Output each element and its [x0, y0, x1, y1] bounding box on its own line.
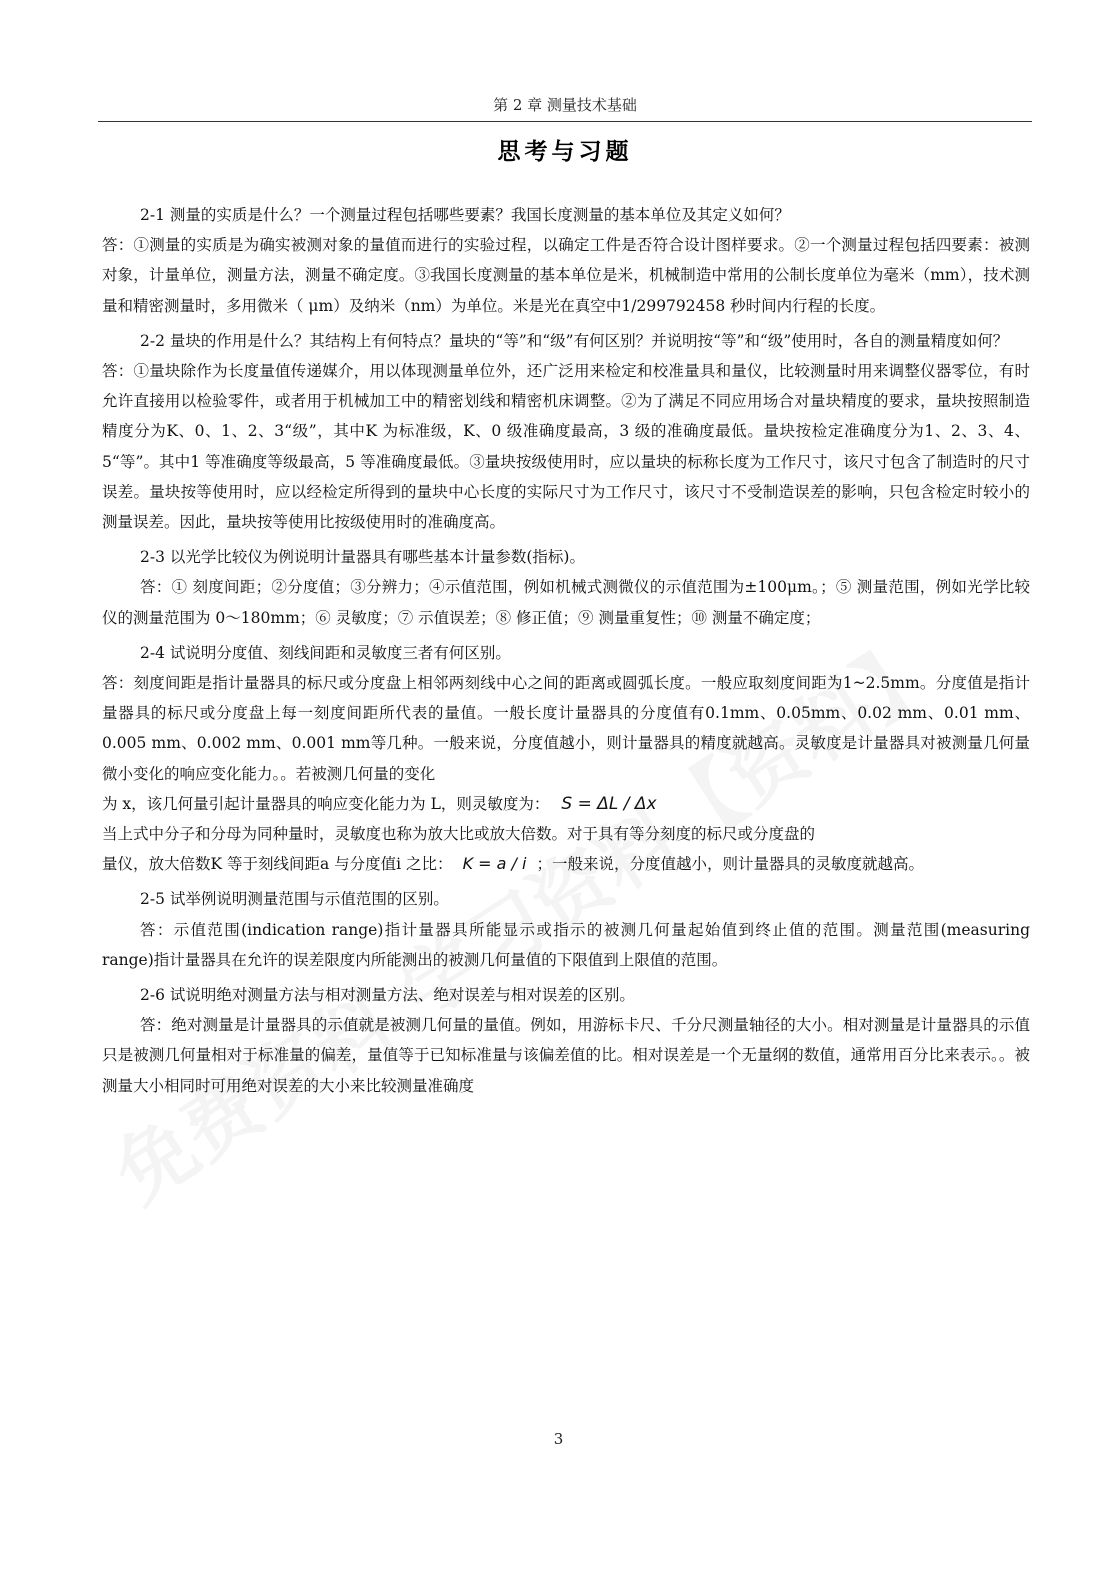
question-2-1-block: [102, 200, 1030, 321]
question-2-5: 2-5 试举例说明测量范围与示值范围的区别。: [140, 890, 449, 909]
answer-2-4-part2: [102, 789, 1030, 819]
answer-2-4-text5: ；一般来说，分度值越小，则计量器具的灵敏度就越高。: [536, 855, 924, 874]
answer-2-4-part4: [102, 849, 1030, 879]
header-rule: [98, 121, 1032, 122]
answer-2-4-part1: 答：刻度间距是指计量器具的标尺或分度盘上相邻两刻线中心之间的距离或圆弧长度。一般应取刻度间距为1~2.5mm。分度值是指计量器具的标尺或分度盘上每一刻度间距所代表的量值。一般长度计量器具的分度值有0.1mm、0.05mm、0.02 mm、0.01 mm、0.005 mm、0.002 mm、0.001 mm等几种。一般来说，分度值越小，则计量器具的精度就越高。灵敏度是计量器具对被测量几何量微小变化的响应变化能力。。若被测几何量的变化: [102, 674, 1030, 783]
running-header: 第 2 章 测量技术基础: [493, 96, 637, 114]
answer-2-2: 答：①量块除作为长度量值传递媒介，用以体现测量单位外，还广泛用来检定和校准量具和量仪，比较测量时用来调整仪器零位，有时允许直接用以检验零件，或者用于机械加工中的精密划线和精密机床调整。②为了满足不同应用场合对量块精度的要求，量块按照制造精度分为K、0、1、2、3“级”，其中K 为标准级，K、0 级准确度最高，3 级的准确度最低。量块按检定准确度分为1、2、3、4、5“等”。其中1 等准确度等级最高，5 等准确度最低。③量块按级使用时，应以量块的标称长度为工作尺寸，该尺寸包含了制造时的尺寸误差。量块按等使用时，应以经检定所得到的量块中心长度的实际尺寸为工作尺寸，该尺寸不受制造误差的影响，只包含检定时较小的测量误差。因此，量块按等使用比按级使用时的准确度高。: [102, 362, 1030, 532]
question-2-2-block: [102, 326, 1030, 537]
question-2-4-block: [102, 638, 1030, 880]
answer-2-6: 答：绝对测量是计量器具的示值就是被测几何量的量值。例如，用游标卡尺、千分尺测量轴径的大小。相对测量是计量器具的示值只是被测几何量相对于标准量的偏差，量值等于已知标准量与该偏差值的比。相对误差是一个无量纲的数值，通常用百分比来表示。。被测量大小相同时可用绝对误差的大小来比较测量准确度: [102, 1016, 1030, 1095]
content-body: [102, 200, 1030, 1106]
question-2-4: 2-4 试说明分度值、刻线间距和灵敏度三者有何区别。: [140, 643, 511, 662]
answer-2-4-text2: 为 x，该几何量引起计量器具的响应变化能力为 L，则灵敏度为：: [102, 794, 550, 813]
answer-2-1: 答：①测量的实质是为确实被测对象的量值而进行的实验过程，以确定工件是否符合设计图样要求。②一个测量过程包括四要素：被测对象，计量单位，测量方法，测量不确定度。③我国长度测量的基本单位是米，机械制造中常用的公制长度单位为毫米（mm），技术测量和精密测量时，多用微米（ μm）及纳米（nm）为单位。米是光在真空中1/299792458 秒时间内行程的长度。: [102, 236, 1030, 315]
sensitivity-formula: S = ΔL / Δx: [561, 793, 657, 814]
question-2-5-block: [102, 884, 1030, 975]
question-2-3: 2-3 以光学比较仪为例说明计量器具有哪些基本计量参数(指标)。: [140, 548, 585, 567]
question-2-2: 2-2 量块的作用是什么？其结构上有何特点？量块的“等”和“级”有何区别？并说明按“等”和“级”使用时，各自的测量精度如何？: [140, 331, 1009, 350]
question-2-3-block: [102, 542, 1030, 633]
answer-2-4-text4: 量仪，放大倍数K 等于刻线间距a 与分度值i 之比：: [102, 855, 453, 874]
question-2-6-block: [102, 980, 1030, 1101]
question-2-6: 2-6 试说明绝对测量方法与相对测量方法、绝对误差与相对误差的区别。: [140, 986, 635, 1005]
question-2-1: 2-1 测量的实质是什么？一个测量过程包括哪些要素？我国长度测量的基本单位及其定义如何？: [140, 206, 790, 224]
answer-2-4-part3: 当上式中分子和分母为同种量时，灵敏度也称为放大比或放大倍数。对于具有等分刻度的标尺或分度盘的: [102, 825, 816, 844]
page-number: 3: [553, 1430, 564, 1448]
answer-2-3: 答：① 刻度间距；②分度值；③分辨力；④示值范围，例如机械式测微仪的示值范围为±100μm。；⑤ 测量范围，例如光学比较仪的测量范围为 0～180mm；⑥ 灵敏度；⑦ 示值误差；⑧ 修正值；⑨ 测量重复性；⑩ 测量不确定度；: [102, 578, 1030, 627]
magnification-formula: K = a / i: [462, 854, 527, 874]
page-title: 思考与习题: [497, 138, 633, 165]
answer-2-5: 答：示值范围(indication range)指计量器具所能显示或指示的被测几何量起始值到终止值的范围。测量范围(measuring range)指计量器具在允许的误差限度内所能测出的被测几何量值的下限值到上限值的范围。: [102, 920, 1030, 969]
